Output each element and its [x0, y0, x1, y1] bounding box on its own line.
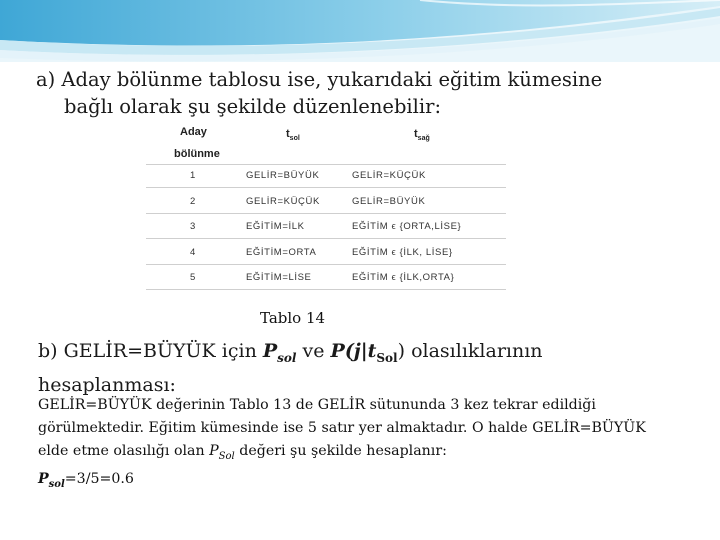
- header-bolunme: bölünme: [174, 148, 220, 160]
- header-t-sag: $t_{sağ}$: [414, 128, 430, 143]
- table-cell: GELİR=BÜYÜK: [352, 195, 426, 207]
- table-cell: 2: [190, 195, 196, 207]
- table-caption: Tablo 14: [260, 309, 326, 327]
- table-cell: GELİR=KÜÇÜK: [246, 195, 320, 207]
- table-cell: GELİR=KÜÇÜK: [352, 170, 426, 181]
- row-rule: [146, 289, 506, 290]
- table-cell: EĞİTİM=ORTA: [246, 246, 317, 258]
- header-rule: [146, 164, 506, 165]
- row-rule: [146, 238, 506, 239]
- table-cell: EĞİTİM ϵ {İLK,ORTA}: [352, 272, 455, 283]
- heading-b: b) GELİR=BÜYÜK için $P_{sol}$ ve $P(j|t_{Sol})$ olasılıklarının hesaplanması:: [38, 340, 543, 396]
- table-cell: 1: [190, 170, 196, 181]
- table-cell: EĞİTİM=LİSE: [246, 272, 312, 283]
- row-rule: [146, 264, 506, 265]
- row-rule: [146, 187, 506, 188]
- table-cell: EĞİTİM ϵ {İLK, LİSE}: [352, 246, 453, 258]
- table-cell: 4: [190, 246, 196, 258]
- header-t-sol: $t_{sol}$: [286, 128, 300, 143]
- table-cell: EĞİTİM=İLK: [246, 221, 305, 232]
- explanation-paragraph: GELİR=BÜYÜK değerinin Tablo 13 de GELİR sütununda 3 kez tekrar edildiği görülmektedir. Eğitim kümesinde ise 5 satır yer almaktadır. O halde GELİR=BÜYÜK elde etme olasılığı olan $P_{Sol}$ değeri şu şekilde hesaplanır: $P_{sol}=3/5=0.6$: [38, 397, 646, 490]
- heading-a: [36, 66, 696, 120]
- row-rule: [146, 213, 506, 214]
- heading-b-line2: hesaplanması:: [38, 373, 176, 396]
- table-cell: GELİR=BÜYÜK: [246, 170, 320, 181]
- heading-a-line1: a) Aday bölünme tablosu ise, yukarıdaki eğitim kümesine: [36, 68, 603, 91]
- split-table: [146, 124, 506, 300]
- header-aday: Aday: [180, 126, 207, 138]
- table-cell: EĞİTİM ϵ {ORTA,LİSE}: [352, 221, 462, 232]
- heading-a-line2: bağlı olarak şu şekilde düzenlenebilir:: [64, 95, 442, 118]
- decorative-wave-banner: [0, 0, 720, 62]
- formula: $P_{sol}=3/5=0.6$: [38, 470, 134, 490]
- table-cell: 5: [190, 272, 196, 283]
- table-cell: 3: [190, 221, 196, 232]
